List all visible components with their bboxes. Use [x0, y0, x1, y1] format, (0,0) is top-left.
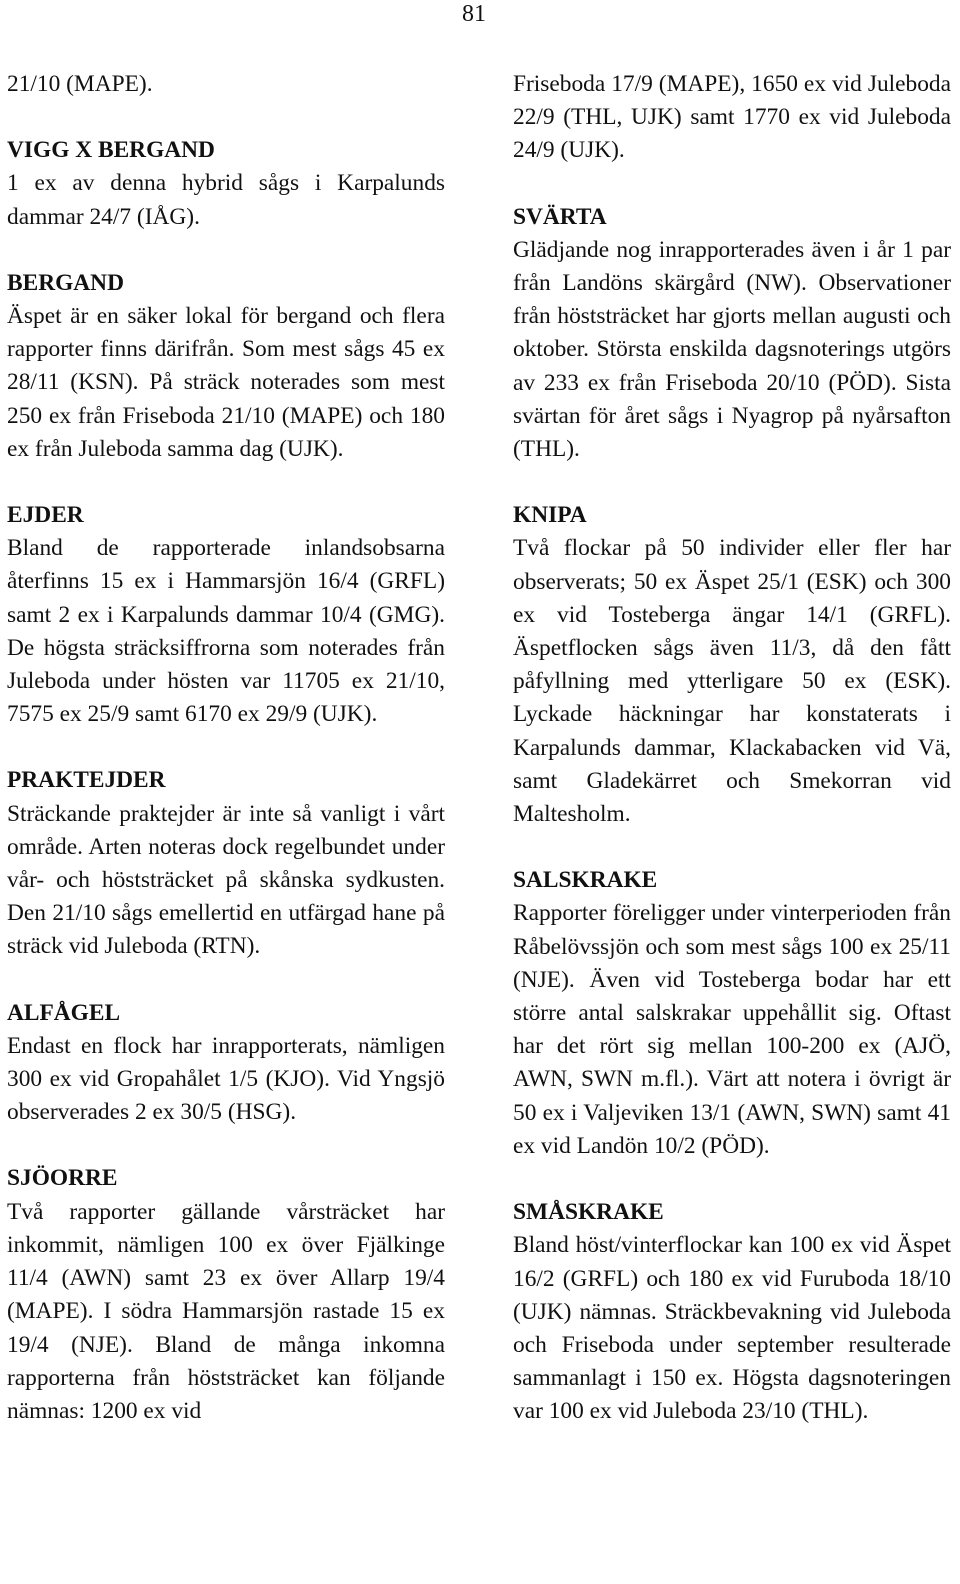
section-ejder [7, 499, 445, 731]
section-sjoorre [7, 1162, 445, 1428]
section-heading: SVÄRTA [513, 203, 607, 230]
section-heading: SJÖORRE [7, 1165, 118, 1192]
section-heading: VIGG X BERGAND [7, 137, 215, 164]
section-alfagel [7, 997, 445, 1130]
section-bergand [7, 267, 445, 466]
section-text: Sträckande praktejder är inte så vanligt i vårt område. Arten noteras dock regelbundet under vår- och höststräcket på skånska sydkusten. Den 21/10 sågs emellertid en utfärgad hane på sträck vid Juleboda (RTN). [7, 800, 445, 960]
section-heading: ALFÅGEL [7, 999, 121, 1026]
section-heading: SALSKRAKE [513, 867, 658, 894]
section-text: Äspet är en säker lokal för bergand och flera rapporter finns därifrån. Som mest sågs 45 ex 28/11 (KSN). På sträck noterades som mest 250 ex från Friseboda 21/10 (MAPE) och 180 ex från Juleboda samma dag (UJK). [7, 303, 445, 462]
section-text: Friseboda 17/9 (MAPE), 1650 ex vid Juleboda 22/9 (THL, UJK) samt 1770 ex vid Juleboda 24/9 (UJK). [513, 71, 951, 164]
section-smaskrake [513, 1196, 951, 1428]
section-continuation [513, 68, 951, 168]
section-heading: EJDER [7, 502, 84, 529]
section-heading: BERGAND [7, 269, 124, 296]
section-svarta [513, 201, 951, 467]
section-heading: PRAKTEJDER [7, 767, 166, 794]
section-text: 21/10 (MAPE). [7, 71, 153, 97]
section-text: Bland höst/vinterflockar kan 100 ex vid Äspet 16/2 (GRFL) och 180 ex vid Furuboda 18/10 (UJK) nämnas. Sträckbevakning vid Juleboda och Friseboda under september resulterade sammanlagt i 150 ex. Högsta dagsnoteringen var 100 ex vid Juleboda 23/10 (THL). [513, 1232, 951, 1425]
left-column [7, 68, 445, 1461]
section-continuation [7, 68, 445, 101]
right-column [513, 68, 951, 1462]
section-vigg-x-bergand [7, 134, 445, 234]
section-salskrake [513, 864, 951, 1163]
section-text: Endast en flock har inrapporterats, nämligen 300 ex vid Gropahålet 1/5 (KJO). Vid Yngsjö observerades 2 ex 30/5 (HSG). [7, 1032, 445, 1126]
section-heading: KNIPA [513, 502, 587, 529]
section-text: Två flockar på 50 individer eller fler har observerats; 50 ex Äspet 25/1 (ESK) och 300 ex vid Tosteberga ängar 14/1 (GRFL). Äspetflocken sågs även 11/3, då den fått påfyllning med ytterligare 50 ex (ESK). Lyckade häckningar har konstaterats i Karpalunds dammar, Klackabacken vid Vä, samt Gladekärret och Smekorran vid Maltesholm. [513, 535, 951, 828]
page-number: 81 [462, 1, 486, 27]
section-heading: SMÅSKRAKE [513, 1199, 664, 1226]
section-praktejder [7, 764, 445, 963]
section-knipa [513, 499, 951, 831]
section-text: Bland de rapporterade inlandsobsarna återfinns 15 ex i Hammarsjön 16/4 (GRFL) samt 2 ex i Karpalunds dammar 10/4 (GMG). De högsta sträcksiffrorna som noterades från Juleboda under hösten var 11705 ex 21/10, 7575 ex 25/9 samt 6170 ex 29/9 (UJK). [7, 535, 445, 728]
section-text: 1 ex av denna hybrid sågs i Karpalunds dammar 24/7 (IÅG). [7, 170, 445, 230]
section-text: Glädjande nog inrapporterades även i år 1 par från Landöns skärgård (NW). Observationer från höststräcket har gjorts mellan augusti och oktober. Största enskilda dagsnoterings utgörs av 233 ex från Friseboda 20/10 (PÖD). Sista svärtan för året sågs i Nyagrop på nyårsafton (THL). [513, 236, 951, 463]
section-text: Två rapporter gällande vårsträcket har inkommit, nämligen 100 ex över Fjälkinge 11/4 (AWN) samt 23 ex över Allarp 19/4 (MAPE). I södra Hammarsjön rastade 15 ex 19/4 (NJE). Bland de många inkomna rapporterna från höststräcket kan följande nämnas: 1200 ex vid [7, 1198, 445, 1424]
section-text: Rapporter föreligger under vinterperioden från Råbelövssjön och som mest sågs 100 ex 25/11 (NJE). Även vid Tosteberga bodar har ett större antal salskrakar uppehållit sig. Oftast har det rört sig mellan 100-200 ex (AJÖ, AWN, SWN m.fl.). Värt att notera i övrigt är 50 ex i Valjeviken 13/1 (AWN, SWN) samt 41 ex vid Landön 10/2 (PÖD). [513, 900, 951, 1159]
